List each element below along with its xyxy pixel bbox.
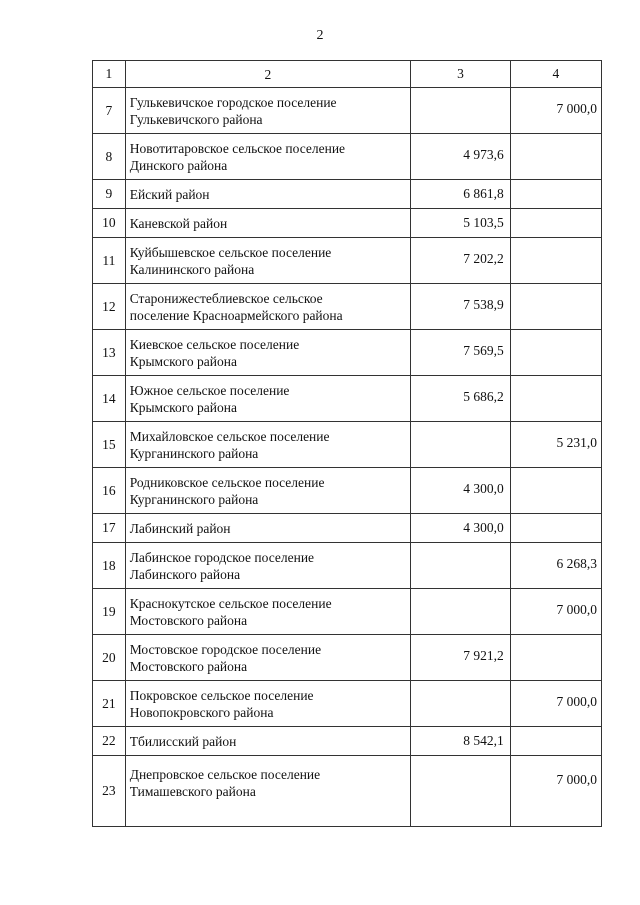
row-number-cell: 10	[93, 209, 126, 238]
amount-col3-value	[411, 564, 504, 568]
table-row	[93, 468, 602, 514]
amount-col3-value: 4 300,0	[463, 480, 504, 496]
municipality-name-line: Каневской район	[129, 215, 228, 231]
amount-col4-cell	[510, 468, 601, 514]
municipality-name-line: Родниковское сельское поселение	[129, 474, 325, 490]
amount-col3-cell	[411, 635, 511, 681]
amount-col3-cell	[411, 756, 511, 827]
amount-col4-cell	[510, 756, 601, 827]
row-number-cell: 21	[93, 681, 126, 727]
table-row	[93, 180, 602, 209]
municipality-name-cell	[125, 376, 410, 422]
municipality-name-line: Мостовского района	[129, 658, 248, 674]
municipality-name-line: Лабинское городское поселение	[129, 549, 315, 565]
amount-col4-cell	[510, 284, 601, 330]
amount-col4-value: 7 000,0	[556, 772, 597, 787]
amount-col3-cell	[411, 376, 511, 422]
municipality-name-line: Днепровское сельское поселение	[129, 767, 321, 782]
row-number-cell: 22	[93, 727, 126, 756]
amount-col4-value: 5 231,0	[556, 434, 597, 450]
amount-col4-cell	[510, 681, 601, 727]
amount-col3-cell	[411, 514, 511, 543]
amount-col4-value	[511, 397, 597, 401]
municipality-name-line: Динского района	[129, 157, 228, 173]
header-cell-4: 4	[510, 61, 601, 88]
municipality-name-cell	[125, 284, 410, 330]
municipality-name-line: Краснокутское сельское поселение	[129, 595, 332, 611]
amount-col3-value: 7 921,2	[463, 647, 504, 663]
row-number-cell: 7	[93, 88, 126, 134]
amount-col3-cell	[411, 88, 511, 134]
amount-col3-value	[411, 610, 504, 614]
amount-col3-value: 7 202,2	[463, 250, 504, 266]
amount-col3-value: 4 300,0	[463, 520, 504, 535]
municipality-name-cell	[125, 180, 410, 209]
row-number-cell: 23	[93, 756, 126, 827]
amount-col4-value	[511, 259, 597, 263]
municipality-name-cell	[125, 209, 410, 238]
municipality-name-cell	[125, 514, 410, 543]
municipality-name-cell	[125, 543, 410, 589]
amount-col4-cell	[510, 209, 601, 238]
amount-col4-value	[511, 656, 597, 660]
municipality-name-line: Гулькевичского района	[129, 111, 263, 127]
municipality-name-line: Куйбышевское сельское поселение	[129, 244, 332, 260]
amount-col3-cell	[411, 727, 511, 756]
row-number-cell: 14	[93, 376, 126, 422]
amount-col3-cell	[411, 681, 511, 727]
row-number-cell: 12	[93, 284, 126, 330]
table-row	[93, 209, 602, 238]
municipality-name-line: Михайловское сельское поселение	[129, 428, 330, 444]
amount-col4-cell	[510, 88, 601, 134]
municipality-name-cell	[125, 727, 410, 756]
amount-col4-value: 7 000,0	[556, 100, 597, 116]
table-row	[93, 589, 602, 635]
amount-col3-value: 5 686,2	[463, 388, 504, 404]
amount-col3-value: 5 103,5	[463, 215, 504, 230]
amount-col4-cell	[510, 635, 601, 681]
municipality-name-cell	[125, 422, 410, 468]
amount-col3-value	[411, 443, 504, 447]
municipality-name-line: Гулькевичское городское поселение	[129, 94, 337, 110]
table-row	[93, 543, 602, 589]
municipality-name-line: Мостовского района	[129, 612, 248, 628]
amount-col4-value	[511, 155, 597, 159]
header-row	[93, 61, 602, 88]
municipality-name-line: Новотитаровское сельское поселение	[129, 140, 346, 156]
row-number-cell: 13	[93, 330, 126, 376]
municipality-name-cell	[125, 756, 410, 827]
municipality-name-cell	[125, 238, 410, 284]
municipality-name-cell	[125, 134, 410, 180]
amount-col3-cell	[411, 284, 511, 330]
data-table	[92, 60, 602, 827]
table-row	[93, 756, 602, 827]
amount-col4-cell	[510, 589, 601, 635]
amount-col4-cell	[510, 134, 601, 180]
table-row	[93, 284, 602, 330]
amount-col3-value: 7 538,9	[463, 296, 504, 312]
row-number-cell: 19	[93, 589, 126, 635]
amount-col4-cell	[510, 514, 601, 543]
table-row	[93, 330, 602, 376]
municipality-name-line: Старонижестеблиевское сельское	[129, 290, 323, 306]
municipality-name-line: Лабинский район	[129, 520, 231, 536]
table-row	[93, 88, 602, 134]
amount-col3-cell	[411, 543, 511, 589]
row-number-cell: 16	[93, 468, 126, 514]
amount-col3-cell	[411, 589, 511, 635]
amount-col4-value	[511, 351, 597, 355]
row-number-cell: 11	[93, 238, 126, 284]
municipality-name-cell	[125, 88, 410, 134]
amount-col4-cell	[510, 543, 601, 589]
municipality-name-line: Курганинского района	[129, 445, 259, 461]
amount-col3-value: 6 861,8	[463, 186, 504, 201]
amount-col3-cell	[411, 468, 511, 514]
amount-col4-value: 7 000,0	[556, 693, 597, 709]
municipality-name-line: поселение Красноармейского района	[129, 307, 343, 323]
table-body	[93, 61, 602, 827]
municipality-name-line: Крымского района	[129, 399, 237, 415]
amount-col4-value: 7 000,0	[556, 601, 597, 617]
header-cell-1: 1	[93, 61, 126, 88]
amount-col3-cell	[411, 422, 511, 468]
municipality-name-line: Ейский район	[129, 186, 210, 202]
row-number-cell: 8	[93, 134, 126, 180]
row-number-cell: 20	[93, 635, 126, 681]
amount-col4-cell	[510, 376, 601, 422]
amount-col3-cell	[411, 238, 511, 284]
municipality-name-line: Мостовское городское поселение	[129, 641, 322, 657]
amount-col3-value: 4 973,6	[463, 146, 504, 162]
municipality-name-line: Калининского района	[129, 261, 255, 277]
amount-col4-cell	[510, 180, 601, 209]
amount-col3-value: 7 569,5	[463, 342, 504, 358]
municipality-name-cell	[125, 468, 410, 514]
amount-col4-value: 6 268,3	[556, 555, 597, 571]
municipality-name-line: Крымского района	[129, 353, 237, 369]
row-number-cell: 9	[93, 180, 126, 209]
table-row	[93, 376, 602, 422]
amount-col4-cell	[510, 727, 601, 756]
municipality-name-line: Курганинского района	[129, 491, 259, 507]
municipality-name-cell	[125, 681, 410, 727]
amount-col4-value	[511, 489, 597, 493]
municipality-name-cell	[125, 330, 410, 376]
municipality-name-line: Южное сельское поселение	[129, 382, 290, 398]
amount-col4-cell	[510, 330, 601, 376]
municipality-name-line: Покровское сельское поселение	[129, 687, 314, 703]
header-cell-3: 3	[411, 61, 511, 88]
table-row	[93, 422, 602, 468]
page-number: 2	[316, 28, 324, 43]
row-number-cell: 18	[93, 543, 126, 589]
amount-col4-cell	[510, 422, 601, 468]
municipality-name-line: Лабинского района	[129, 566, 241, 582]
municipality-name-line: Тимашевского района	[129, 784, 256, 799]
amount-col3-cell	[411, 134, 511, 180]
table-row	[93, 635, 602, 681]
amount-col3-cell	[411, 180, 511, 209]
amount-col4-value	[511, 305, 597, 309]
amount-col3-cell	[411, 209, 511, 238]
amount-col3-value	[411, 109, 504, 113]
amount-col3-value	[411, 702, 504, 706]
header-cell-2: 2	[125, 61, 410, 88]
table-row	[93, 134, 602, 180]
municipality-name-cell	[125, 589, 410, 635]
table-row	[93, 727, 602, 756]
table-row	[93, 238, 602, 284]
amount-col4-cell	[510, 238, 601, 284]
row-number-cell: 17	[93, 514, 126, 543]
table-row	[93, 514, 602, 543]
municipality-name-cell	[125, 635, 410, 681]
row-number-cell: 15	[93, 422, 126, 468]
amount-col3-value	[411, 789, 504, 793]
amount-col3-cell	[411, 330, 511, 376]
municipality-name-line: Тбилисский район	[129, 733, 237, 749]
amount-col3-value: 8 542,1	[463, 733, 504, 748]
municipality-name-line: Киевское сельское поселение	[129, 336, 300, 352]
table-row	[93, 681, 602, 727]
municipality-name-line: Новопокровского района	[129, 704, 274, 720]
